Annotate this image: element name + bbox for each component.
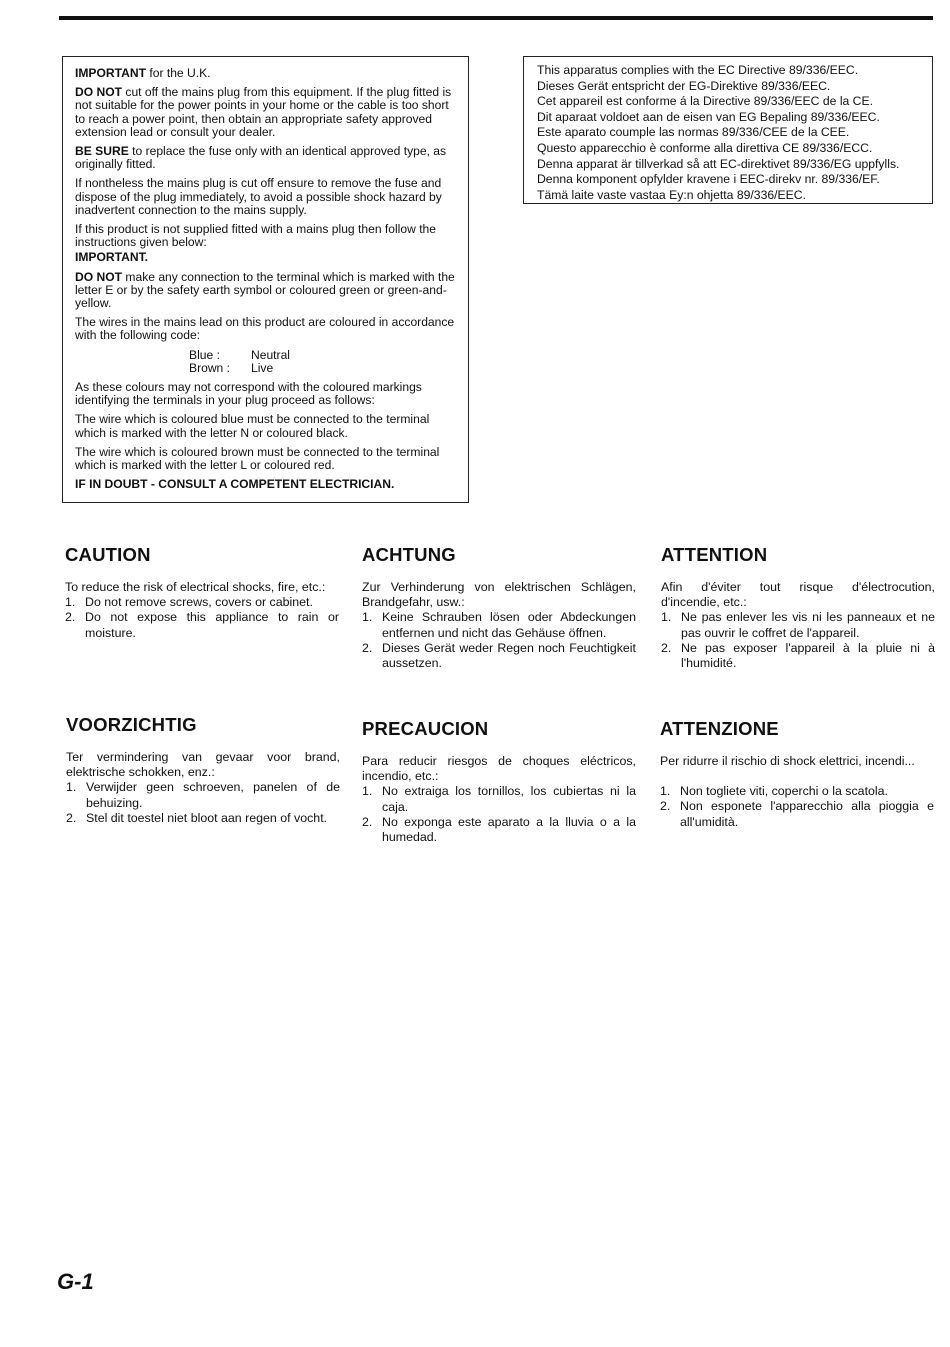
- list-item: 2. Ne pas exposer l'appareil à la pluie ni à l'humidité.: [661, 640, 935, 671]
- wire-colour: Brown :: [189, 360, 230, 375]
- warning-list: [661, 610, 935, 671]
- list-item: 2. Stel dit toestel niet bloot aan regen of vocht.: [66, 810, 328, 825]
- list-item: 1. Ne pas enlever les vis ni les panneaux et ne pas ouvrir le coffret de l'appareil.: [661, 610, 935, 640]
- uk-be-sure-fuse: BE SURE to replace the fuse only with an identical approved type, as originally fitted.: [75, 144, 447, 172]
- list-item: 2. No exponga este aparato a la lluvia o a la humedad.: [362, 814, 636, 845]
- uk-brown-wire-paragraph: The wire which is coloured brown must be connected to the terminal which is marked with the letter L or coloured red.: [75, 444, 440, 473]
- top-rule: [59, 16, 933, 20]
- wire-code-row: [189, 349, 460, 362]
- ec-line: Questo apparecchio è conforme alla direttiva CE 89/336/ECC.: [537, 140, 873, 155]
- uk-colour-mismatch-paragraph: As these colours may not correspond with the coloured markings identifying the terminals in your plug proceed as follows:: [75, 380, 422, 408]
- warning-list: [65, 595, 339, 641]
- ec-line: This apparatus complies with the EC Directive 89/336/EEC.: [537, 63, 859, 77]
- list-item: 1. Keine Schrauben lösen oder Abdeckungen entfernen und nicht das Gehäuse öffnen.: [362, 610, 636, 640]
- section-intro: To reduce the risk of electrical shocks, fire, etc.:: [65, 580, 326, 594]
- uk-doubt-warning: IF IN DOUBT - CONSULT A COMPETENT ELECTRICIAN.: [75, 477, 395, 492]
- section-title: CAUTION: [65, 544, 151, 565]
- list-item: 2. Non esponete l'apparecchio alla pioggia e all'umidità.: [660, 799, 934, 829]
- warning-list: [66, 780, 340, 826]
- wire-meaning: Neutral: [251, 347, 290, 362]
- list-item: 1. Non togliete viti, coperchi o la scatola.: [660, 784, 888, 799]
- page-number: G-1: [57, 1269, 94, 1294]
- voorzichtig-section: [66, 714, 340, 826]
- wire-code-row: [189, 362, 460, 375]
- warning-list: [362, 610, 636, 671]
- wire-meaning: Live: [251, 360, 274, 375]
- ec-line: Este aparato coumple las normas 89/336/CEE de la CEE.: [537, 125, 850, 140]
- section-intro: Para reducir riesgos de choques eléctricos, incendio, etc.:: [362, 754, 636, 784]
- uk-earth-terminal-warning: DO NOT make any connection to the terminal which is marked with the letter E or by the safety earth symbol or coloured green or green-and-yellow.: [75, 269, 455, 311]
- ec-line: Cet appareil est conforme á la Directive 89/336/EEC de la CE.: [537, 94, 874, 109]
- uk-blue-wire-paragraph: The wire which is coloured blue must be connected to the terminal which is marked with the letter N or coloured black.: [75, 412, 430, 440]
- section-intro: Ter vermindering van gevaar voor brand, elektrische schokken, enz.:: [66, 750, 340, 780]
- section-title: ACHTUNG: [362, 544, 456, 565]
- ec-directive-notice: [523, 56, 933, 204]
- ec-line: Denna apparat är tillverkad så att EC-direktivet 89/336/EG uppfylls.: [537, 156, 900, 171]
- section-title: PRECAUCION: [362, 718, 489, 739]
- caution-section: [65, 544, 339, 641]
- uk-important-subheading: IMPORTANT.: [75, 250, 149, 265]
- wire-colour-code: [189, 349, 460, 375]
- uk-plug-notice: [62, 56, 469, 503]
- list-item: 2. Do not expose this appliance to rain or moisture.: [65, 610, 339, 640]
- warning-list: [660, 784, 934, 830]
- list-item: 1. Verwijder geen schroeven, panelen of de behuizing.: [66, 780, 340, 810]
- uk-wire-colours-paragraph: The wires in the mains lead on this product are coloured in accordance with the following code:: [75, 315, 455, 343]
- list-item: 1. No extraiga los tornillos, los cubiertas ni la caja.: [362, 784, 636, 814]
- section-intro: Per ridurre il rischio di shock elettrici, incendi...: [660, 754, 915, 768]
- uk-cut-off-paragraph: If nontheless the mains plug is cut off ensure to remove the fuse and dispose of the plug immediately, to avoid a possible shock hazard by inadvertent connection to the mains supply.: [75, 176, 442, 217]
- attenzione-section: [660, 718, 934, 830]
- list-item: 1. Do not remove screws, covers or cabinet.: [65, 595, 313, 610]
- achtung-section: [362, 544, 636, 671]
- uk-do-not-cut-plug: DO NOT cut off the mains plug from this equipment. If the plug fitted is not suitable for the power points in your home or the cable is too short to reach a power point, then obtain an appropriate safety approved extension lead or consult your dealer.: [75, 85, 452, 139]
- wire-colour: Blue :: [189, 347, 220, 362]
- list-item: 2. Dieses Gerät weder Regen noch Feuchtigkeit aussetzen.: [362, 640, 636, 671]
- section-intro: Zur Verhinderung von elektrischen Schlägen, Brandgefahr, usw.:: [362, 580, 636, 610]
- uk-not-supplied-paragraph: If this product is not supplied fitted with a mains plug then follow the instructions given below:: [75, 222, 436, 250]
- section-title: ATTENZIONE: [660, 718, 779, 739]
- precaucion-section: [362, 718, 636, 845]
- warning-list: [362, 784, 636, 845]
- uk-important-heading: IMPORTANT for the U.K.: [75, 66, 211, 80]
- ec-line: Tämä laite vaste vastaa Ey:n ohjetta 89/336/EEC.: [537, 187, 806, 202]
- attention-section: [661, 544, 935, 671]
- section-title: VOORZICHTIG: [66, 714, 197, 735]
- ec-line: Denna komponent opfylder kravene i EEC-direkv nr. 89/336/EF.: [537, 172, 880, 187]
- section-title: ATTENTION: [661, 544, 768, 565]
- ec-line: Dit aparaat voldoet aan de eisen van EG Bepaling 89/336/EEC.: [537, 109, 880, 124]
- section-intro: Afin d'éviter tout risque d'électrocution, d'incendie, etc.:: [661, 580, 935, 610]
- ec-line: Dieses Gerät entspricht der EG-Direktive 89/336/EEC.: [537, 78, 831, 93]
